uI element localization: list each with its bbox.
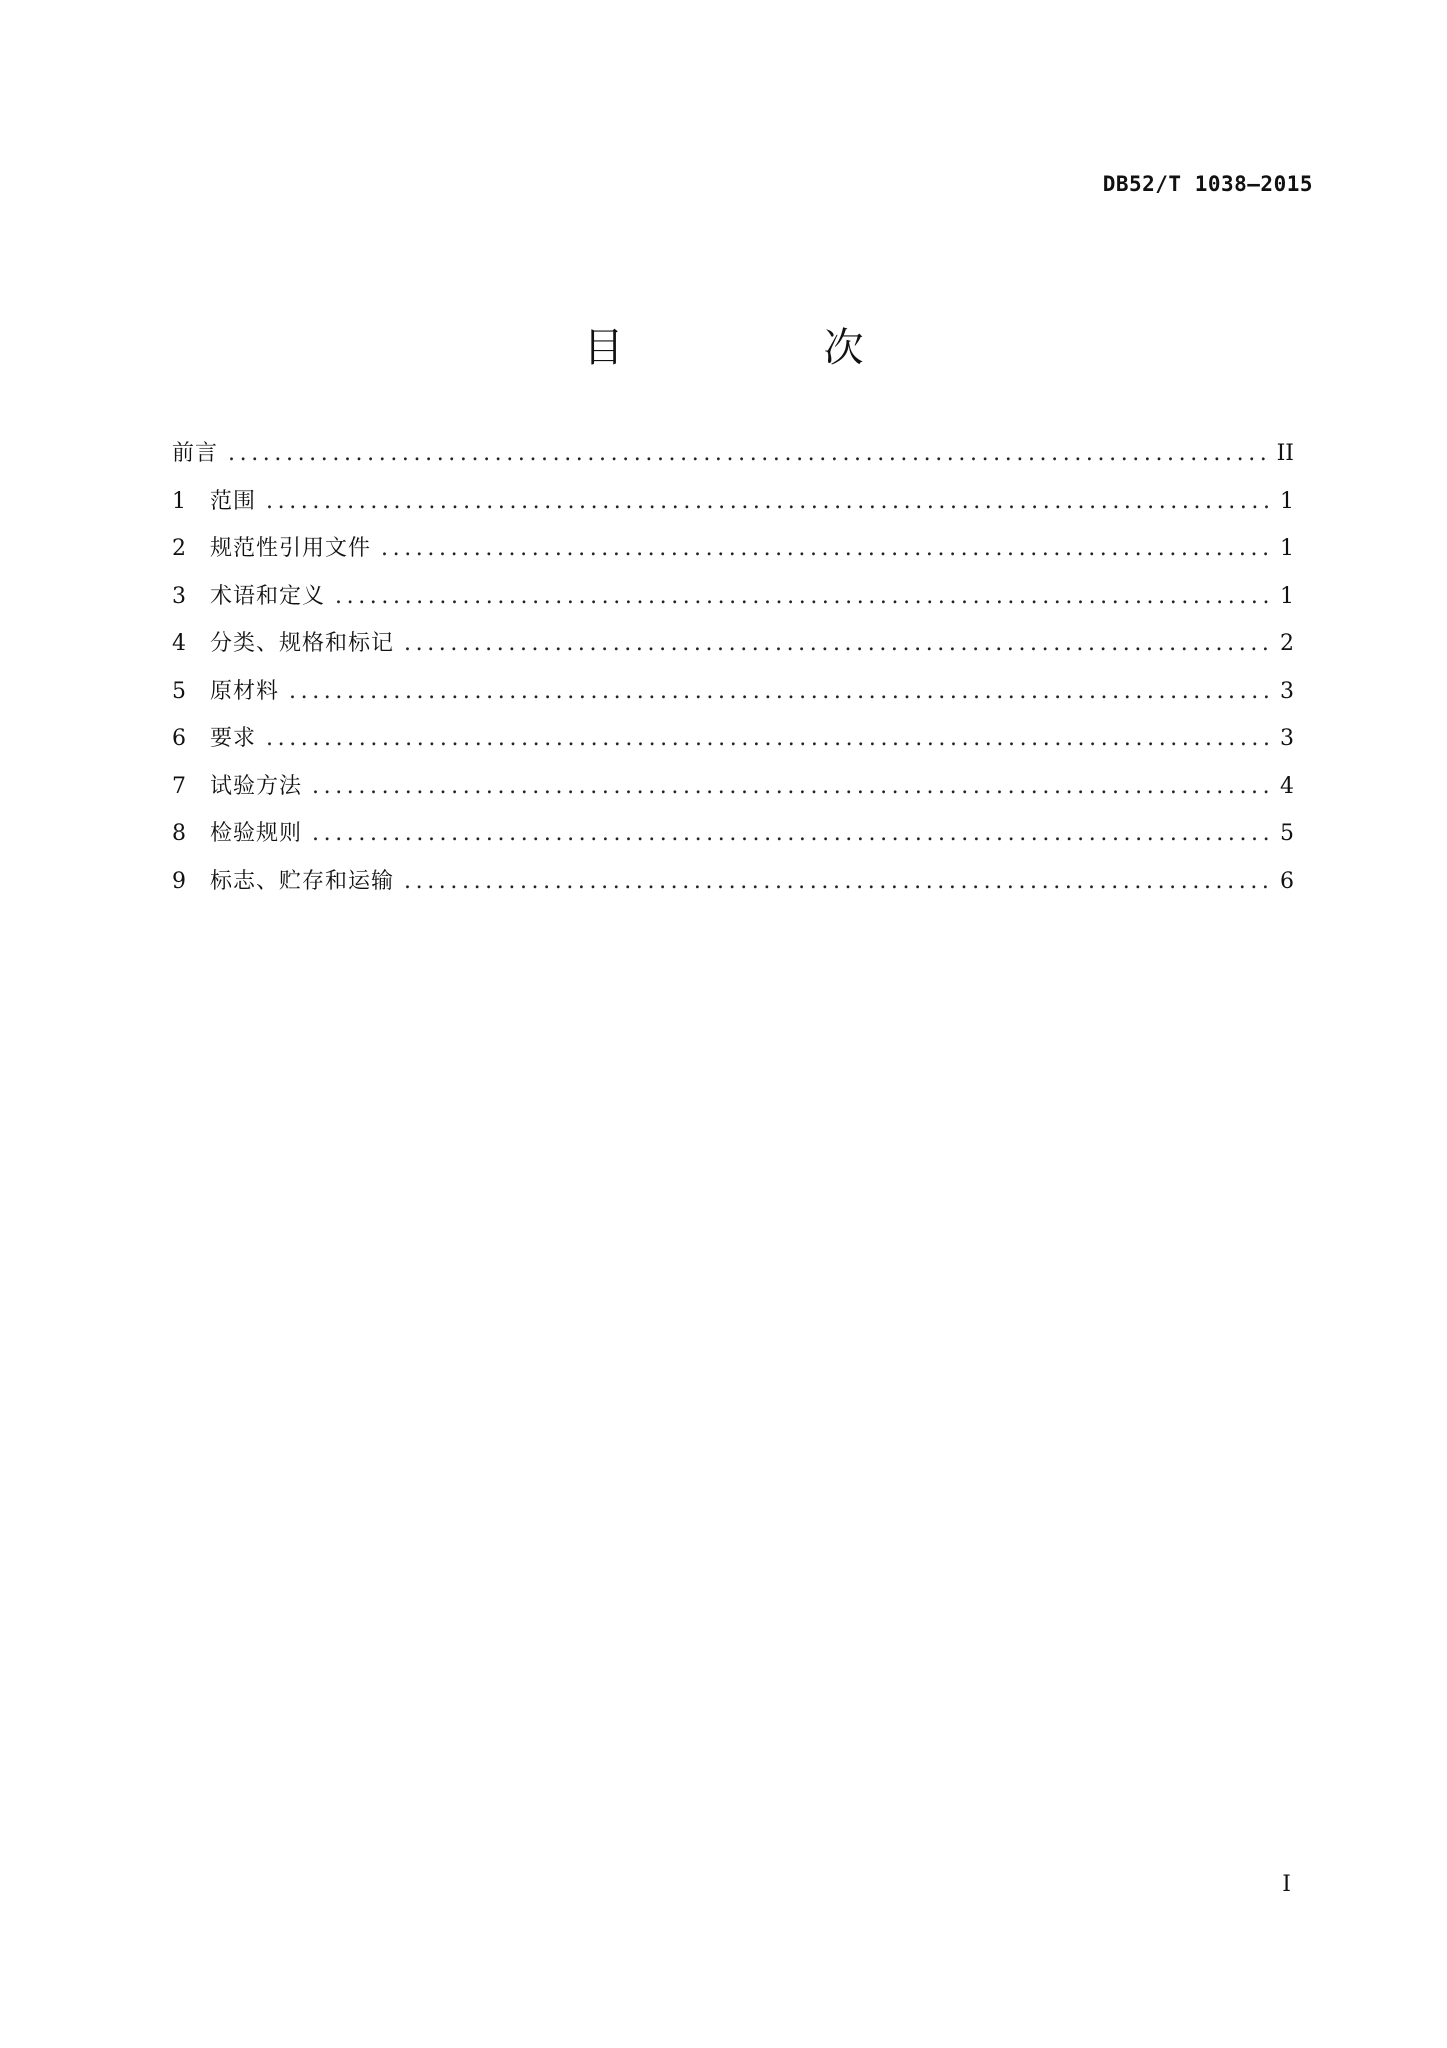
page-number: I [1282, 1872, 1291, 1897]
toc-leader-dots [289, 679, 1270, 704]
toc-entry-page: 5 [1280, 821, 1294, 846]
toc-leader-dots [381, 536, 1270, 561]
toc-leader-dots [312, 774, 1270, 799]
toc-entry-page: II [1276, 441, 1294, 466]
toc-leader-dots [404, 869, 1270, 894]
toc-entry-page: 3 [1280, 726, 1294, 751]
toc-entry-number: 9 [172, 868, 186, 894]
toc-entry-page: 1 [1280, 536, 1294, 561]
toc-leader-dots [266, 489, 1270, 514]
toc-leader-dots [228, 441, 1267, 466]
toc-leader-dots [335, 584, 1270, 609]
toc-entry-5[interactable] [172, 674, 1294, 722]
toc-entry-number: 8 [172, 821, 186, 846]
toc-entry-4[interactable] [172, 626, 1294, 674]
toc-title: 目 次 [583, 325, 944, 371]
toc-entry-6[interactable] [172, 721, 1294, 769]
toc-entry-label: 规范性引用文件 [210, 536, 372, 561]
toc-entry-page: 1 [1280, 583, 1294, 609]
toc-entry-7[interactable] [172, 769, 1294, 817]
toc-entry-number: 5 [172, 678, 186, 704]
document-code: DB52/T 1038—2015 [1102, 172, 1313, 196]
toc-entry-9[interactable] [172, 864, 1294, 912]
toc-entry-label: 术语和定义 [210, 583, 326, 609]
toc-entry-label: 标志、贮存和运输 [210, 868, 395, 894]
toc-entry-number: 3 [172, 583, 186, 609]
toc-entry-page: 3 [1280, 678, 1294, 704]
toc-entry-label: 试验方法 [210, 773, 303, 799]
toc-entry-label: 检验规则 [210, 821, 303, 846]
toc-entry-3[interactable] [172, 579, 1294, 627]
toc-entry-1[interactable] [172, 484, 1294, 532]
toc-entry-foreword[interactable] [172, 436, 1294, 484]
toc-entry-page: 4 [1280, 773, 1294, 799]
toc-entry-label: 范围 [210, 488, 257, 514]
toc-entry-label: 原材料 [210, 678, 280, 704]
toc-entry-number: 6 [172, 726, 186, 751]
toc-entry-page: 2 [1280, 631, 1294, 656]
toc-leader-dots [404, 631, 1270, 656]
toc-leader-dots [312, 821, 1270, 846]
toc-entry-2[interactable] [172, 531, 1294, 579]
toc-entry-label: 要求 [210, 726, 257, 751]
toc-entry-label: 分类、规格和标记 [210, 631, 395, 656]
table-of-contents [172, 436, 1294, 911]
toc-leader-dots [266, 726, 1270, 751]
toc-entry-8[interactable] [172, 816, 1294, 864]
toc-entry-label: 前言 [172, 441, 219, 466]
toc-entry-number: 1 [172, 488, 186, 514]
toc-entry-number: 2 [172, 536, 186, 561]
toc-entry-page: 1 [1280, 488, 1294, 514]
toc-entry-page: 6 [1280, 868, 1294, 894]
toc-entry-number: 7 [172, 773, 186, 799]
toc-entry-number: 4 [172, 631, 186, 656]
